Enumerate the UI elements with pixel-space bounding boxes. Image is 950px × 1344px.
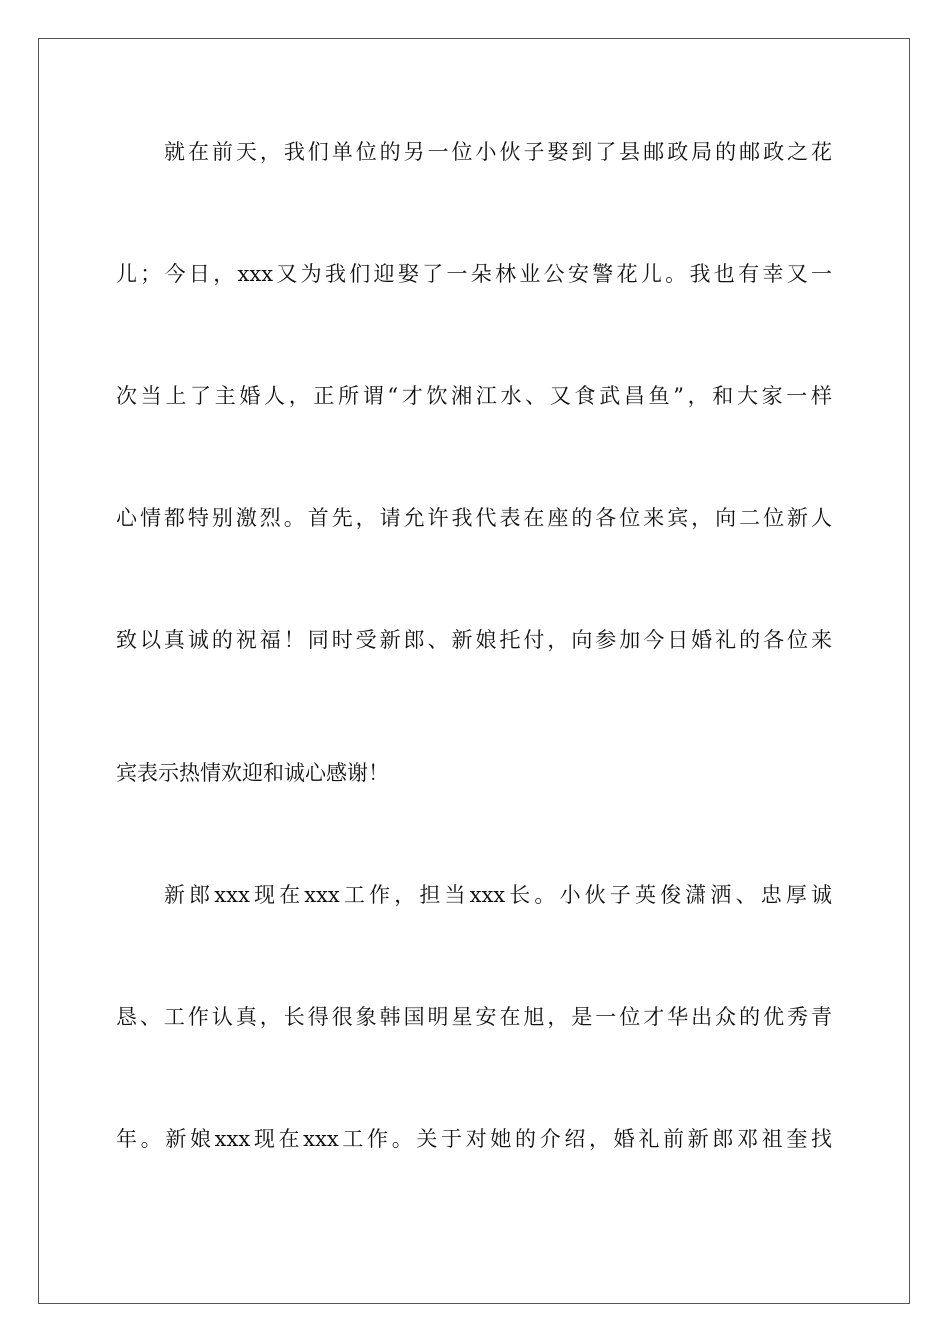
paragraph-1-line-1: 就在前天，我们单位的另一位小伙子娶到了县邮政局的邮政之花: [164, 140, 832, 164]
paragraph-2-line-2: 恳、工作认真，长得很象韩国明星安在旭，是一位才华出众的优秀青: [116, 1005, 832, 1029]
paragraph-1-line-3: 次当上了主婚人，正所谓“才饮湘江水、又食武昌鱼”，和大家一样: [116, 384, 832, 408]
paragraph-1-line-5: 致以真诚的祝福！同时受新郎、新娘托付，向参加今日婚礼的各位来: [116, 628, 832, 652]
paragraph-1-line-2: 儿；今日，xxx又为我们迎娶了一朵林业公安警花儿。我也有幸又一: [116, 262, 832, 286]
paragraph-2-line-1: 新郎xxx现在xxx工作，担当xxx长。小伙子英俊潇洒、忠厚诚: [164, 883, 832, 907]
page-frame: [38, 38, 910, 1304]
paragraph-1-line-4: 心情都特别激烈。首先，请允许我代表在座的各位来宾，向二位新人: [116, 506, 832, 530]
paragraph-1-line-6: 宾表示热情欢迎和诚心感谢！: [116, 761, 389, 785]
paragraph-2-line-3: 年。新娘xxx现在xxx工作。关于对她的介绍，婚礼前新郎邓祖奎找: [116, 1127, 832, 1151]
